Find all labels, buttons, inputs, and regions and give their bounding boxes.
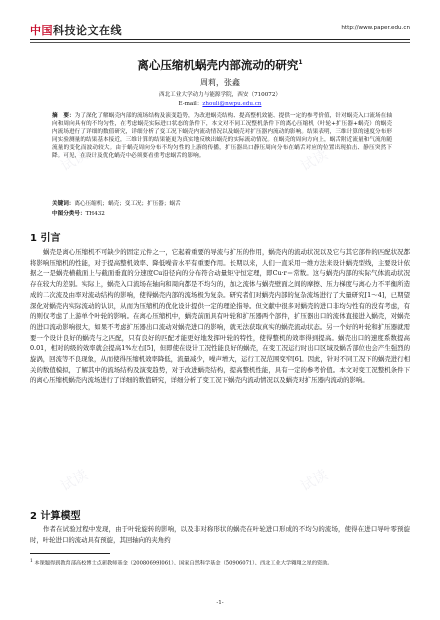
page-number: -1- xyxy=(216,600,224,606)
site-logo[interactable] xyxy=(30,22,122,38)
watermark: 试读 xyxy=(298,466,331,495)
footnote-text: 本课题得到教育部高校博士点新教师基金（20080699I061）、国家自然科学基金（50906071）、西北工业大学翱翔之星的资助。 xyxy=(34,560,333,567)
affiliation: 西北工业大学动力与能源学院，西安（710072） xyxy=(158,92,282,98)
email-link[interactable]: zhouli@nwpu.edu.cn xyxy=(202,101,262,107)
footnote-rule xyxy=(30,553,110,554)
header-rule xyxy=(30,39,410,40)
authors: 周莉，张鑫 xyxy=(200,78,240,87)
abstract xyxy=(52,112,392,161)
footnote xyxy=(30,558,410,568)
classification-label: 中图分类号： xyxy=(52,211,86,217)
watermark: 试读 xyxy=(58,146,91,175)
keywords-text: 离心压缩机；蜗壳；变工况；扩压器；蜗舌 xyxy=(74,201,181,207)
watermark: 试读 xyxy=(298,146,331,175)
section-paragraph: 作者在试验过程中发现，由于叶轮旋转的影响，以及非对称形状的蜗壳在叶轮进口形成的不均匀的流场，使得在进口导叶零预旋时，叶轮进口的流动具有预旋，其回轴向的夹角约 xyxy=(30,525,410,544)
section-heading: 2 计算模型 xyxy=(30,511,81,522)
header-rule-thin xyxy=(30,42,410,43)
section-heading: 1 引言 xyxy=(30,233,61,244)
abstract-text: 为了深化了解蜗壳内部的流场结构及演变趋势，为改进蜗壳结构、提高整机效能、提供一定的参考价值，针对蜗壳入口流场在轴向和周向具有的不均匀性，在考虑蜗壳实际进口状态的条件下，本文对不同工况整机条件下的离心压缩机（叶轮+扩压器+蜗壳）的蜗壳内流场进行了详细的数值研究，详细分析了变工况下蜗壳内流动情况以及蜗壳对扩压器内流动的影响。结果表明，三维计算的速度分布形同实验测量的结果基本接近，三维计算的结果能更为真实地反映出蜗壳的实际流动情况。在蜗壳的周向方向上，蜗舌附近流量和气流角随流量的变化而波动较大。由于蜗壳周向分布不均匀性的上游的传播，扩压器出口静压周向分布在蜗舌对应的位置出现拍击、静压突然下降。可见，在设计及优化蜗壳中必须要看重考虑蜗舌的影响。 xyxy=(52,113,392,160)
abstract-label: 摘 要： xyxy=(52,113,75,119)
keywords xyxy=(52,199,392,207)
page-header xyxy=(30,22,410,44)
keywords-label: 关键词： xyxy=(52,201,75,207)
footnote-mark: 1 xyxy=(30,559,33,564)
email-label: E-mail： xyxy=(178,101,203,107)
title-text: 离心压缩机蜗壳内部流动的研究 xyxy=(137,58,299,72)
site-url[interactable]: http://www.paper.edu.cn xyxy=(341,25,410,31)
watermark: 试读 xyxy=(58,466,91,495)
title-footnote-mark: 1 xyxy=(298,59,303,67)
paper-title xyxy=(30,57,410,73)
section-paragraph: 蜗壳是离心压缩机不可缺少的固定元件之一，它起着重要的导流与扩压的作用，蜗壳内的流动状况以及它与其它部件的匹配状况都将影响压缩机的性能，对于提高整机效率、降低噪音水平有重要作用。长期以来，人们一直采用一维方法来设计蜗壳型线，主要设计依据之一是蜗壳横截面上与截面垂直的分速度Cu沿径向的分布符合动量矩守恒定理，即Cu·r＝常数。这与蜗壳内部的实际气体流动状况存在较大的差别。实际上，蜗壳入口流场在轴向和周向都是不均匀的，加之流体与蜗壳壁面之间的摩擦、压力梯度与离心力不平衡所造成的二次流及由率对流动结构的影响，使得蜗壳内部的流场极为复杂。研究者们对蜗壳内部的复杂流场进行了大量研究[1～4]，已期望深化对蜗壳内实际流动的认识，从而为压缩机的优化设计提供一定的理论指导。但文献中很多对蜗壳的进口非均匀性有的没有考虑，有的则仅考虑了上游单个叶轮的影响。在离心压缩机中，蜗壳前面具有叶轮和扩压器两个部件，扩压器出口的流体直接进入蜗壳，对蜗壳的进口流动影响很大，如果不考虑扩压器出口流动对蜗壳进口的影响，就无法获取真实的蜗壳流动状态。另一个好的叶轮和扩压器就需要一个设计良好的蜗壳与之匹配，只有良好的匹配才能更好地发挥叶轮的特性，使得整机的效率得到提高。蜗壳出口的速度系数提高0.01，相对的级的效率就会提高1%左右[5]，但即使在设计工况性能良好的蜗壳，在变工况运行时出口区域及蜗舌部位也会产生强烈的旋涡，回流等不良现象，从而使得压缩机效率降低，流量减少，噪声增大，运行工况范围变窄[6]。因此，针对不同工况下的蜗壳进行相关的数值模拟，了解其中的流场结构及演变趋势，对于改进蜗壳结构，提高整机性能，具有一定的参考价值。本文对变工况整机条件下的离心压缩机蜗壳内流场进行了详细的数值研究，详细分析了变工况下蜗壳内流动情况以及蜗壳对扩压器内流动的影响。 xyxy=(30,248,410,385)
email-line xyxy=(30,99,410,107)
logo-text-red: 中国 xyxy=(30,24,53,37)
classification-text: TH432 xyxy=(85,211,105,217)
watermark: 试读 xyxy=(178,326,211,355)
logo-text-dark: 科技论文在线 xyxy=(53,24,122,37)
classification xyxy=(52,209,392,217)
